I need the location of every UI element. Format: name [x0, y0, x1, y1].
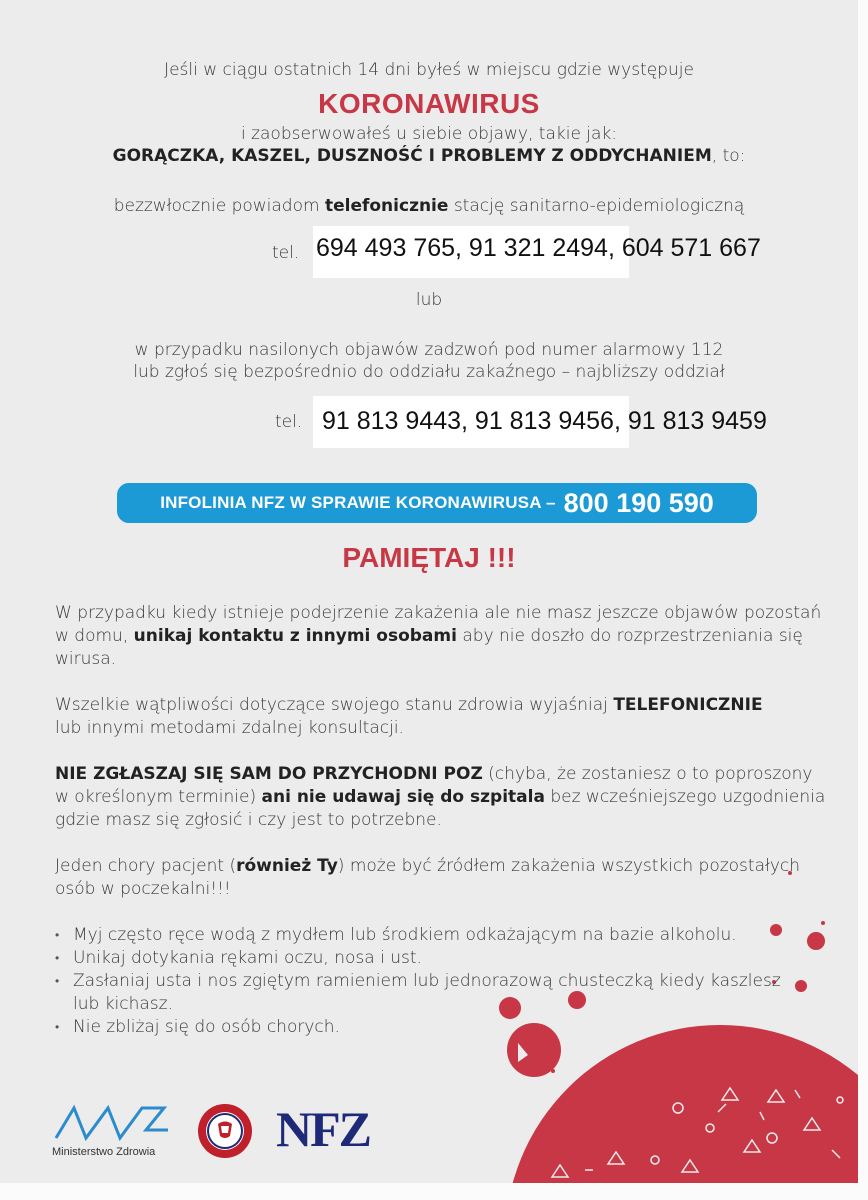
symptoms-line [0, 146, 858, 166]
red-dot [807, 932, 825, 950]
text-run: Jeden chory pacjent ( [55, 856, 237, 876]
text-run: aby nie doszło do rozprzestrzeniania się [456, 626, 803, 646]
bullet-icon: • [55, 974, 60, 988]
paragraph-phone-consult [55, 694, 845, 740]
tip-text: Myj często ręce wodą z mydłem lub środkiem odkażającym na bazie alkoholu. [73, 925, 737, 945]
sanepid-tel-label: tel. [272, 243, 300, 263]
paragraph-line: osób w poczekalni!!! [55, 879, 231, 899]
sanepid-phone-numbers: 694 493 765, 91 321 2494, 604 571 667 [316, 234, 761, 262]
notify-line [0, 196, 858, 216]
ministry-logo-text: Ministerstwo Zdrowia [52, 1146, 156, 1158]
tip-item-continuation [55, 993, 781, 1016]
intro-line-1: Jeśli w ciągu ostatnich 14 dni byłeś w miejscu gdzie występuje [164, 60, 694, 80]
tip-text: Unikaj dotykania rękami oczu, nosa i ust. [73, 948, 422, 968]
infoline-banner [117, 483, 757, 523]
red-dot [795, 980, 807, 992]
ministry-logo-icon [52, 1100, 174, 1144]
paragraph-line [55, 694, 845, 717]
ward-phone-numbers: 91 813 9443, 91 813 9456, 91 813 9459 [322, 407, 767, 435]
ministry-of-health-logo [52, 1100, 174, 1162]
bullet-icon: • [55, 951, 60, 965]
tip-text: lub kichasz. [73, 994, 173, 1014]
tips-list [55, 924, 781, 1039]
paragraph-waiting-room [55, 855, 845, 901]
notify-after: stację sanitarno-epidemiologiczną [448, 196, 745, 216]
page-edge-right [858, 0, 868, 1200]
nfz-logo: NFZ [276, 1101, 370, 1157]
title-koronawirus: KORONAWIRUS [318, 88, 540, 119]
symptoms-suffix: , to: [711, 146, 746, 166]
tip-text: Nie zbliżaj się do osób chorych. [73, 1017, 340, 1037]
infoline-number: 800 190 590 [563, 487, 714, 518]
text-run: w określonym terminie) [55, 787, 262, 807]
ward-tel-label: tel. [275, 412, 303, 432]
text-run: Wszelkie wątpliwości dotyczące swojego stanu zdrowia wyjaśniaj [55, 695, 614, 715]
severe-line-1: w przypadku nasilonych objawów zadzwoń pod numer alarmowy 112 [134, 340, 724, 360]
red-dot [551, 1069, 555, 1073]
text-run: (chyba, że zostaniesz o to poproszony [482, 764, 813, 784]
text-bold: unikaj kontaktu z innymi osobami [133, 626, 457, 646]
page-edge-bottom [0, 1183, 868, 1200]
bullet-icon: • [55, 928, 60, 942]
tip-item [55, 1016, 781, 1039]
tip-text: Zasłaniaj usta i nos zgiętym ramieniem lub jednorazową chusteczką kiedy kaszlesz [73, 971, 781, 991]
text-run: w domu, [55, 626, 134, 646]
paragraph-line [55, 625, 845, 648]
text-bold: TELEFONICZNIE [613, 695, 763, 715]
paragraph-line: gdzie masz się zgłosić i czy jest to potrzebne. [55, 810, 442, 830]
symptoms-list: GORĄCZKA, KASZEL, DUSZNOŚĆ I PROBLEMY Z ODDYCHANIEM [112, 146, 712, 166]
paragraph-line: W przypadku kiedy istnieje podejrzenie zakażenia ale nie masz jeszcze objawów pozostań [55, 603, 822, 623]
text-bold: NIE ZGŁASZAJ SIĘ SAM DO PRZYCHODNI POZ [55, 764, 483, 784]
tip-item [55, 924, 781, 947]
notify-before: bezzwłocznie powiadom [113, 196, 325, 216]
text-bold: również Ty [236, 856, 338, 876]
paragraph-line: wirusa. [55, 649, 117, 669]
paragraph-line [55, 855, 845, 878]
or-text: lub [415, 290, 443, 310]
paragraph-stay-home [55, 602, 845, 671]
tip-item [55, 947, 781, 970]
red-dot [821, 921, 825, 925]
paragraph-no-clinic [55, 763, 845, 832]
bullet-icon: • [55, 1020, 60, 1034]
remember-heading: PAMIĘTAJ !!! [342, 542, 516, 573]
paragraph-line: lub innymi metodami zdalnej konsultacji. [55, 718, 404, 738]
paragraph-line [55, 786, 845, 809]
text-run: ) może być źródłem zakażenia wszystkich pozostałych [337, 856, 801, 876]
paragraph-line [55, 763, 845, 786]
tip-item [55, 970, 781, 993]
infoline-text: INFOLINIA NFZ W SPRAWIE KORONAWIRUSA – [160, 493, 556, 512]
text-bold: ani nie udawaj się do szpitala [261, 787, 545, 807]
sanitary-inspection-seal-icon [196, 1102, 254, 1160]
notify-bold: telefonicznie [324, 196, 449, 216]
text-run: bez wcześniejszego uzgodnienia [544, 787, 826, 807]
intro-line-2: i zaobserwowałeś u siebie objawy, takie jak: [240, 124, 618, 144]
severe-line-2: lub zgłoś się bezpośrednio do oddziału zakaźnego – najbliższy oddział [133, 362, 725, 382]
